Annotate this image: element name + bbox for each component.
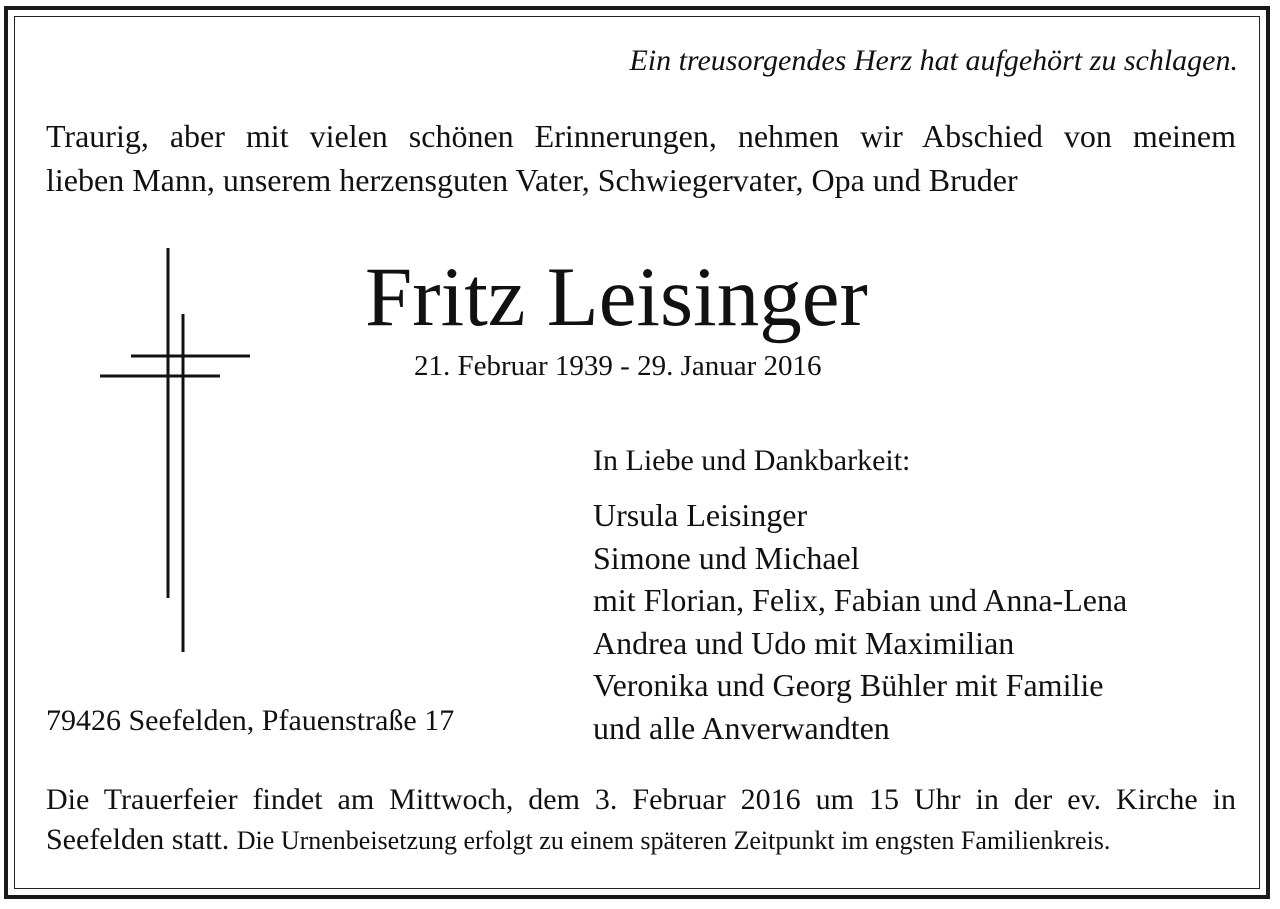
- intro-line-1: Traurig, aber mit vielen schönen Erinnerungen, nehmen wir Abschied von meinem: [46, 118, 1236, 154]
- deceased-name: Fritz Leisinger: [365, 250, 868, 344]
- mourner-line: und alle Anverwandten: [593, 709, 890, 746]
- intro-line-2: lieben Mann, unserem herzensguten Vater, Schwiegervater, Opa und Bruder: [46, 162, 1018, 198]
- mourners-list: [593, 494, 1127, 749]
- cross-icon: [100, 246, 252, 659]
- funeral-line-1: Die Trauerfeier findet am Mittwoch, dem 3. Februar 2016 um 15 Uhr in der ev. Kirche in: [46, 783, 1236, 816]
- funeral-notice: [46, 780, 1236, 861]
- funeral-line-2: [46, 820, 1236, 861]
- intro-paragraph: [46, 114, 1236, 202]
- mourner-line: Veronika und Georg Bühler mit Familie: [593, 667, 1104, 703]
- life-dates: 21. Februar 1939 - 29. Januar 2016: [414, 350, 822, 382]
- funeral-line-2-small: Die Urnenbeisetzung erfolgt zu einem späteren Zeitpunkt im engsten Familienkreis.: [236, 826, 1111, 855]
- motto-text: Ein treusorgendes Herz hat aufgehört zu schlagen.: [629, 44, 1238, 77]
- funeral-line-2-start: Seefelden statt.: [46, 823, 230, 856]
- mourner-line: mit Florian, Felix, Fabian und Anna-Lena: [593, 582, 1128, 618]
- thanks-heading: In Liebe und Dankbarkeit:: [593, 444, 911, 477]
- mourner-line: Ursula Leisinger: [593, 497, 808, 533]
- mourner-line: Andrea und Udo mit Maximilian: [593, 624, 1015, 661]
- address-text: 79426 Seefelden, Pfauenstraße 17: [46, 704, 455, 737]
- mourner-line: Simone und Michael: [593, 539, 860, 576]
